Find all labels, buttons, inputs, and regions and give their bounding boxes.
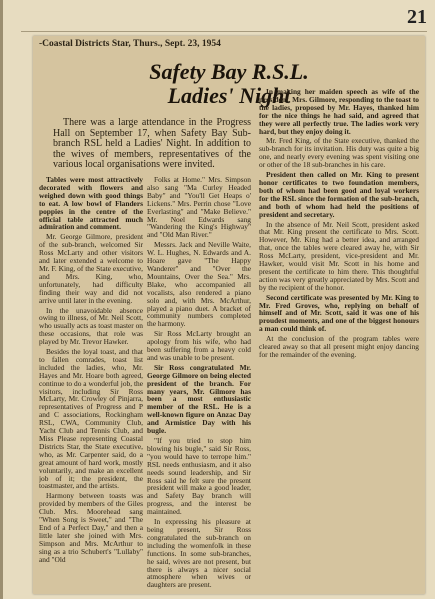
- paragraph: Messrs. Jack and Neville Waite, W. L. Hughes, N. Edwards and A. Hoare gave "The Happy Wanderer" and "Over the Mountains, Over the Sea." Mrs. Blake, who accompanied all vocalists, also rendered a piano solo and, with Mrs. McArthur, played a piano duet. A bracket of community numbers completed the harmony.: [147, 240, 251, 329]
- paragraph: In expressing his pleasure at being present, Sir Ross congratulated the sub-branch on including the womenfolk in these functions. In some sub-branches, he said, wives are not present, but there is always a nicer social atmosphere when wives or daughters are present.: [147, 517, 251, 590]
- paragraph: Mr. Fred King, of the State executive, thanked the sub-branch for its invitation. His duty was quite a big one, and nearly every evening was spent visiting one or other of the 18 sub-branches in his care.: [259, 136, 419, 170]
- paragraph: At the conclusion of the program tables were cleared away so that all present might enjoy dancing for the remainder of the evening.: [259, 334, 419, 359]
- page-number: 21: [407, 6, 427, 28]
- paragraph: Besides the loyal toast, and that to fallen comrades, toast list included the ladies, who, Mr. Hayes and Mr. Hoare both agreed, continue to do a wonderful job, the visitors, including Sir Ross McLarty, Mr. Crowley of Pinjarra, representatives of Progress and P and C associations, Rockingham RSL, CWA, Community Club, Yacht Club and Tennis Club, and Miss Please representing Coastal Districts Star, the State executive, who, as Mr. Carpenter said, do a great amount of hard work, mostly voluntarily, and make an excellent job of it; the president, the toastmaster, and the artists.: [39, 347, 143, 491]
- headline-line-1: Safety Bay R.S.L.: [149, 59, 309, 84]
- paragraph: Sir Ross congratulated Mr. George Gilmore on being elected president of the branch. For many years, Mr. Gilmore has been a most enthusiastic member of the RSL. He is a well-known figure on Anzac Day and Armistice Day with his bugle.: [147, 362, 251, 436]
- paragraph: In the absence of Mr. Neil Scott, president asked that Mr. King present the certificate to Mrs. Scott. However, Mr. King had a better idea, and arranged that, once the tables were cleared away he, with Sir Ross McLarty, president, vice-president and Mr. Hawker, would visit Mr. Scott in his home and present the certificate to him there. This thoughtful action was very greatly appreciated by Mrs. Scott and by the recipient of the honor.: [259, 219, 419, 292]
- paragraph: Tables were most attractively decorated with flowers and weighed down with good things to eat. A low bowl of Flanders poppies in the centre of the official table attracted much admiration and comment.: [39, 176, 143, 232]
- lede-paragraph: [53, 118, 251, 171]
- paragraph: Mr. George Gilmore, president of the sub-branch, welcomed Sir Ross McLarty and other visitors and later extended a welcome to Mr. F. King, of the State executive, and Mrs. King, who, unfortunately, had difficulty finding their way and did not arrive until later in the evening.: [39, 232, 143, 305]
- paragraph: In making her maiden speech as wife of the president, Mrs. Gilmore, responding to the toast to the ladies, proposed by Mr. Hayes, thanked him for the nice things he had said, and agreed that they were all perfectly true. The ladies work very hard, but they enjoy doing it.: [259, 88, 419, 136]
- headline-line-2: Ladies' Night: [167, 83, 291, 108]
- article-column-2: [147, 176, 251, 590]
- header-rule: [21, 31, 427, 32]
- paragraph: Sir Ross McLarty brought an apology from his wife, who had been suffering from a heavy cold and was unable to be present.: [147, 329, 251, 362]
- article-column-3: [259, 88, 419, 588]
- dateline: -Coastal Districts Star, Thurs., Sept. 23, 1954: [39, 39, 221, 49]
- lede-text: There was a large attendance in the Progress Hall on September 17, when Safety Bay Sub-branch RSL held a Ladies' Night. In addition to the wives of members, representatives of the various local organisations were invited.: [53, 117, 251, 171]
- paragraph: Folks at Home." Mrs. Simpson also sang "Ma Curley Headed Baby" and "You'll Get Heaps o' Lickens." Mrs. Perrin chose "Love Everlasting" and "Make Believe." Mr. Noel Edwards sang "Wandering the King's Highway" and "Old Man River.": [147, 176, 251, 240]
- newspaper-clipping: [33, 36, 425, 594]
- paragraph: Harmony between toasts was provided by members of the Giles Club. Mrs. Moorehead sang "When Song is Sweet," and "The End of a Perfect Day," and then a little later she joined with Mrs. Simpson and Mrs. McArthur to sing as a trio Schubert's "Lullaby" and "Old: [39, 491, 143, 564]
- paragraph: "If you tried to stop him blowing his bugle," said Sir Ross, "you would have to terrope him." RSL needs enthusiasm, and it also needs sound leadership, and Sir Ross said he felt sure the present president will make a good leader, and Safety Bay branch will progress, and the interest be maintained.: [147, 436, 251, 517]
- paragraph: Second certificate was presented by Mr. King to Mr. Fred Groves, who, replying on behalf of himself and of Mr. Scott, said it was one of his proudest moments, and one of the biggest honours a man could think of.: [259, 292, 419, 334]
- article-column-1: [39, 176, 143, 590]
- paragraph: President then called on Mr. King to present honor certificates to two foundation members, both of whom had been good and loyal workers for the RSL since the formation of the sub-branch, and both of whom had held the positions of president and secretary.: [259, 170, 419, 219]
- paragraph: In the unavoidable absence owing to illness, of Mr. Neil Scott, who usually acts as toast master on these occasions, that role was played by Mr. Trevor Hawker.: [39, 305, 143, 347]
